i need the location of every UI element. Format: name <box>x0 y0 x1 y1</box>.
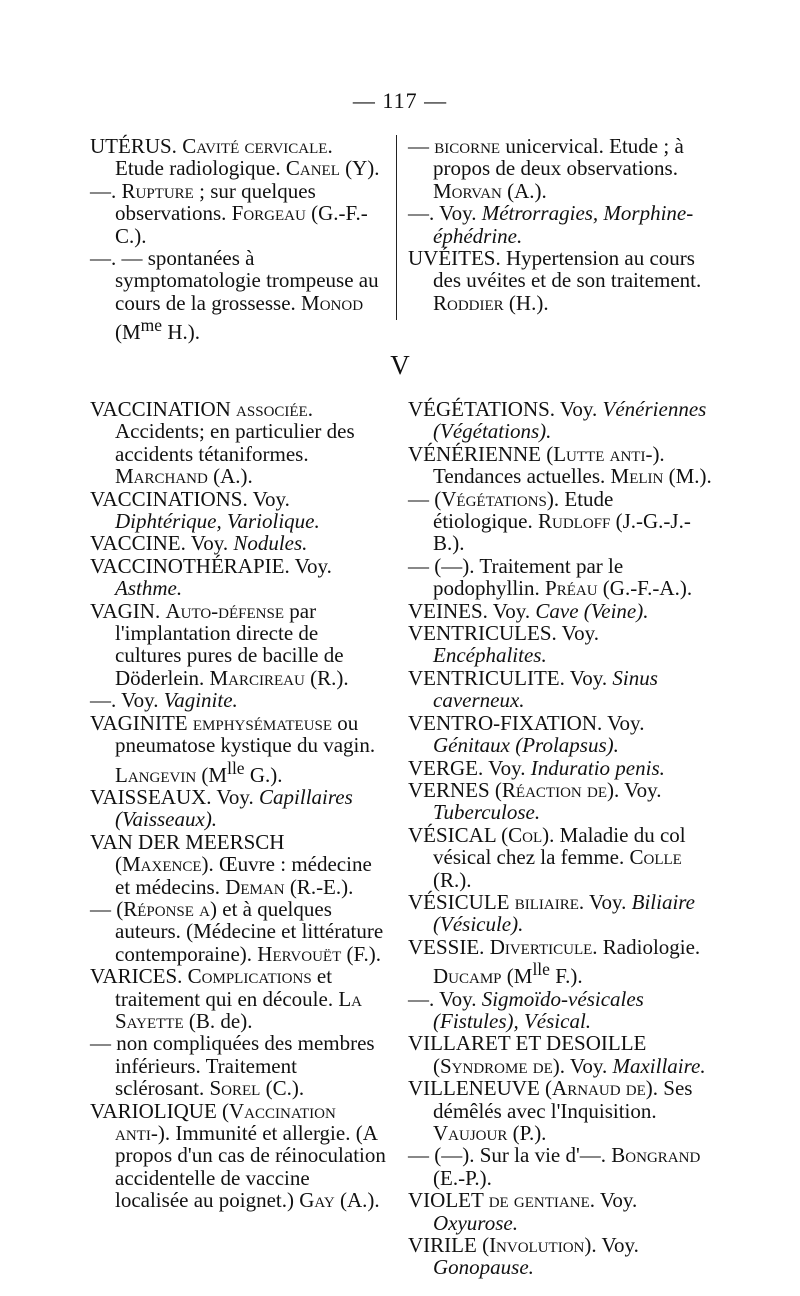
index-entry: — (—). Traitement par le podophyllin. Préau (G.-F.-A.). <box>408 553 693 601</box>
index-entry: VIOLET de gentiane. Voy. Oxyurose. <box>408 1188 638 1235</box>
index-column-top-right <box>408 135 708 314</box>
index-entry: VENTRICULITE. Voy. Sinus caverneux. <box>408 665 658 713</box>
index-column-bottom-left <box>90 398 387 1212</box>
index-entry: VARIOLIQUE (Vaccination anti-). Immunité et allergie. (A propos d'un cas de réinoculation accidentelle de vaccine localisée au poignet.) Gay (A.). <box>90 1098 386 1213</box>
index-entry: UTÉRUS. Cavité cervicale. Etude radiologique. Canel (Y). <box>90 134 380 181</box>
index-entry: VACCINOTHÉRAPIE. Voy. Asthme. <box>90 553 332 601</box>
index-entry: VESSIE. Diverticule. Radiologie. Ducamp ($M^{lle}$ F.). <box>408 934 701 989</box>
index-entry: UVÉITES. Hypertension au cours des uvéites et de son traitement. Roddier (H.). <box>408 246 702 315</box>
section-letter: V <box>390 350 410 380</box>
index-entry: VÉSICAL (Col). Maladie du col vésical chez la femme. Colle (R.). <box>408 822 686 892</box>
index-entry: VAGINITE emphysémateuse ou pneumatose kystique du vagin. Langevin ($M^{lle}$ G.). <box>90 710 376 787</box>
index-entry: — non compliquées des membres inférieurs. Traitement sclérosant. Sorel (C.). <box>90 1031 375 1101</box>
index-entry: VAISSEAUX. Voy. Capillaires (Vaisseaux). <box>90 784 353 832</box>
index-entry: — (—). Sur la vie d'—. Bongrand (E.-P.). <box>408 1143 701 1190</box>
index-entry: VENTRICULES. Voy. Encéphalites. <box>408 621 599 668</box>
index-entry: VILLENEUVE (Arnaud de). Ses démêlés avec l'Inquisition. Vaujour (P.). <box>408 1076 693 1145</box>
index-entry: VENTRO-FIXATION. Voy. Génitaux (Prolapsus). <box>408 710 645 758</box>
index-entry: VILLARET ET DESOILLE (Syndrome de). Voy. Maxillaire. <box>408 1031 706 1078</box>
index-entry: — (Végétations). Etude étiologique. Rudloff (J.-G.-J.-B.). <box>408 486 691 556</box>
index-entry: VAGIN. Auto-défense par l'implantation directe de cultures pures de bacille de Döderlein. Marcireau (R.). <box>90 598 349 690</box>
index-entry: VARICES. Complications et traitement qui en découle. La Sayette (B. de). <box>90 964 363 1033</box>
index-entry: VÉNÉRIENNE (Lutte anti-). Tendances actuelles. Melin (M.). <box>408 441 712 489</box>
index-entry: VIRILE (Involution). Voy. Gonopause. <box>408 1233 639 1280</box>
index-column-top-left <box>90 135 385 344</box>
index-entry: VÉSICULE biliaire. Voy. Biliaire (Vésicule). <box>408 889 696 937</box>
index-entry: —. Voy. Vaginite. <box>90 688 238 713</box>
index-column-bottom-right <box>408 398 714 1279</box>
index-entry: VERNES (Réaction de). Voy. Tuberculose. <box>408 777 662 825</box>
index-entry: —. Rupture ; sur quelques observations. Forgeau (G.-F.-C.). <box>90 178 368 248</box>
column-divider <box>396 135 397 320</box>
page-number: — 117 — <box>352 88 448 113</box>
index-entry: VACCINE. Voy. Nodules. <box>90 531 308 556</box>
index-entry: —. — spontanées à symptomatologie trompeuse au cours de la grossesse. Monod ($M^{me}$ H.). <box>90 246 379 345</box>
index-entry: VACCINATION associée. Accidents; en particulier des accidents tétaniformes. Marchand (A.). <box>90 397 355 489</box>
index-entry: — bicorne unicervical. Etude ; à propos de deux observations. Morvan (A.). <box>408 134 684 203</box>
index-entry: —. Voy. Sigmoïdo-vésicales (Fistules), Vésical. <box>408 986 644 1033</box>
index-entry: VAN DER MEERSCH (Maxence). Œuvre : médecine et médecins. Deman (R.-E.). <box>90 829 372 899</box>
index-entry: —. Voy. Métrorragies, Morphine-éphédrine. <box>408 201 694 248</box>
index-entry: VÉGÉTATIONS. Voy. Vénériennes (Végétations). <box>408 397 707 444</box>
index-entry: VERGE. Voy. Induratio penis. <box>408 755 665 780</box>
index-entry: VEINES. Voy. Cave (Veine). <box>408 598 649 623</box>
index-entry: VACCINATIONS. Voy. Diphtérique, Variolique. <box>90 486 320 534</box>
index-entry: — (Réponse a) et à quelques auteurs. (Médecine et littérature contemporaine). Hervouët (F.). <box>90 896 384 966</box>
